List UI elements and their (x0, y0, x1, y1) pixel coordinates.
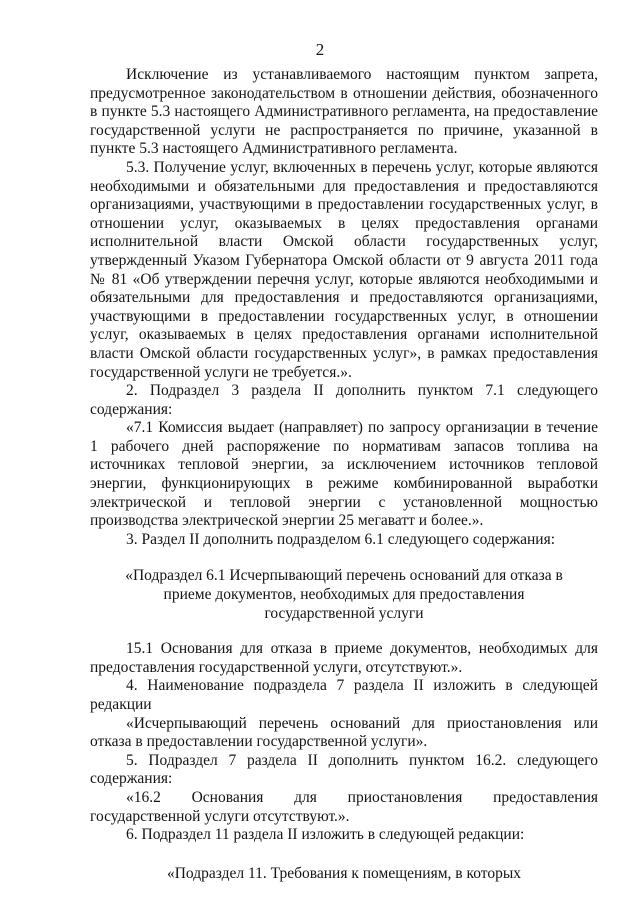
document-body (90, 66, 598, 900)
paragraph-new-title: «Исчерпывающий перечень оснований для приостановления или отказа в предоставлении государственной услуги». (90, 714, 598, 751)
paragraph-7-1: «7.1 Комиссия выдает (направляет) по запросу организации в течение 1 рабочего дней распоряжение по нормативам запасов топлива на источниках тепловой энергии, за исключением источников тепловой энергии, функционирующих в режиме комбинированной выработки электрической и тепловой энергии с установленной мощностью производства электрической энергии 25 мегаватт и более.». (90, 419, 598, 530)
subsection-11-heading: «Подраздел 11. Требования к помещениям, в которых (166, 864, 522, 882)
subsection-6-1-heading: «Подраздел 6.1 Исчерпывающий перечень оснований для отказа в приеме документов, необходимых для предоставления государственной услуги (125, 567, 563, 622)
paragraph-item-6: 6. Подраздел 11 раздела II изложить в следующей редакции: (126, 826, 525, 844)
paragraph-exception: Исключение из устанавливаемого настоящим пунктом запрета, предусмотренное законодательством в отношении действия, обозначенного в пункте 5.3 настоящего Административного регламента, на предоставление государственной услуги не распространяется по причине, указанной в пункте 5.3 настоящего Административного регламента. (90, 66, 598, 158)
paragraph-item-3: 3. Раздел II дополнить подразделом 6.1 следующего содержания: (126, 530, 556, 548)
paragraph-item-5: 5. Подраздел 7 раздела II дополнить пунктом 16.2. следующего содержания: (90, 751, 598, 788)
paragraph-item-4: 4. Наименование подраздела 7 раздела II изложить в следующей редакции (90, 677, 598, 713)
paragraph-15-1: 15.1 Основания для отказа в приеме документов, необходимых для предоставления государственной услуги, отсутствуют.». (90, 640, 598, 676)
paragraph-item-2: 2. Подраздел 3 раздела II дополнить пунктом 7.1 следующего содержания: (90, 382, 598, 418)
paragraph-16-2: «16.2 Основания для приостановления предоставления государственной услуги отсутствуют.». (90, 788, 598, 825)
paragraph-5-3: 5.3. Получение услуг, включенных в перечень услуг, которые являются необходимыми и обязательными для предоставления и предоставляются организациями, участвующими в предоставлении государственных услуг, в отношении услуг, оказываемых в целях предоставления органами исполнительной власти Омской области государственных услуг, утвержденный Указом Губернатора Омской области от 9 августа 2011 года № 81 «Об утверждении перечня услуг, которые являются необходимыми и обязательными для предоставления и предоставляются организациями, участвующими в предоставлении государственных услуг, в отношении услуг, оказываемых в целях предоставления органами исполнительной власти Омской области государственных услуг», в рамках предоставления государственной услуги не требуется.». (90, 158, 598, 381)
page-number: 2 (315, 40, 325, 59)
